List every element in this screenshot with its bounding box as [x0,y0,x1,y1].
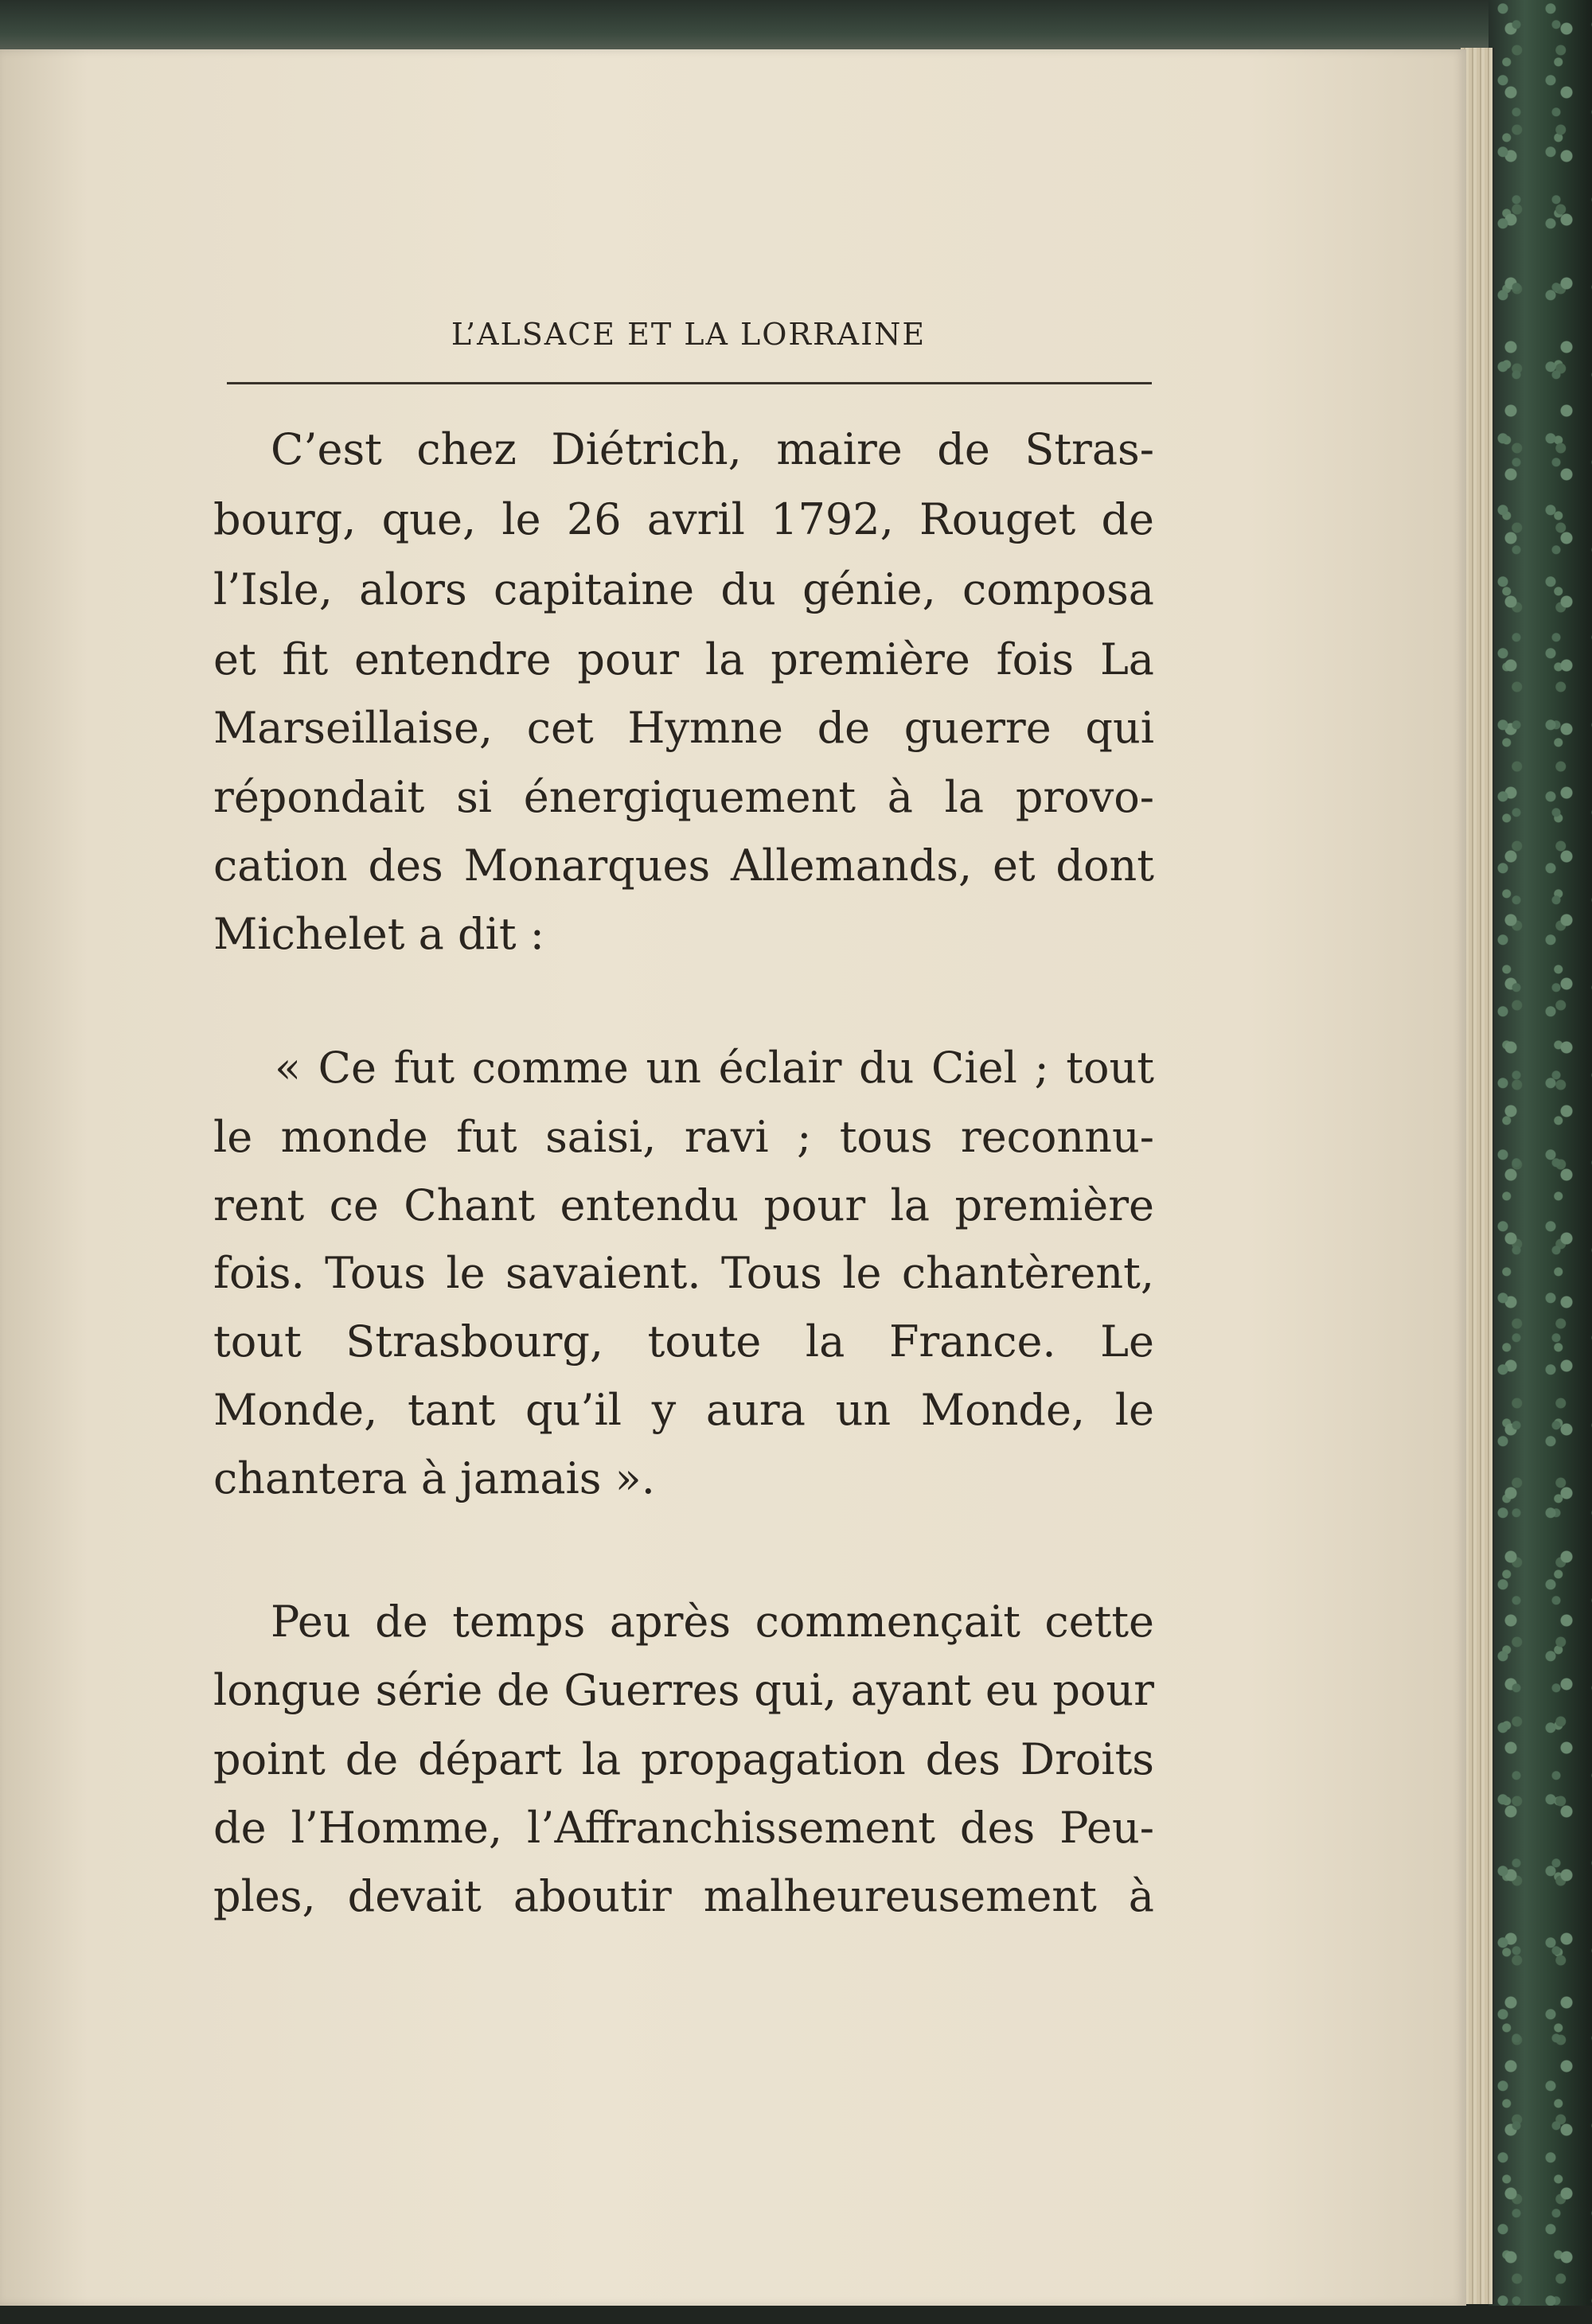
text-line: le monde fut saisi, ravi ; tous reconnu- [213,1112,1154,1162]
bottom-book-edge [0,2306,1592,2324]
text-line: Marseillaise, cet Hymne de guerre qui [213,703,1154,753]
text-line: Monde, tant qu’il y aura un Monde, le [213,1385,1154,1435]
text-line: de l’Homme, l’Affranchissement des Peu- [213,1803,1154,1853]
text-line: l’Isle, alors capitaine du génie, composa [213,564,1154,614]
header-rule [227,382,1152,384]
text-line: fois. Tous le savaient. Tous le chantèrent, [213,1248,1154,1298]
text-line: point de départ la propagation des Droits [213,1734,1154,1784]
text-line: chantera à jamais ». [213,1453,655,1503]
text-line: ples, devait aboutir malheureusement à [213,1871,1154,1921]
text-line: et fit entendre pour la première fois La [213,634,1154,684]
text-line: répondait si énergiquement à la provo- [213,772,1154,822]
text-line: longue série de Guerres qui, ayant eu pour [213,1665,1154,1715]
text-line: tout Strasbourg, toute la France. Le [213,1316,1154,1367]
text-line: « Ce fut comme un éclair du Ciel ; tout [275,1043,1154,1093]
page [0,49,1466,2306]
text-line: Peu de temps après commençait cette [271,1597,1154,1647]
marbled-cover [1489,0,1592,2324]
running-head: L’ALSACE ET LA LORRAINE [451,317,927,352]
text-line: Michelet a dit : [213,909,544,959]
text-line: bourg, que, le 26 avril 1792, Rouget de [213,494,1154,544]
text-line: C’est chez Diétrich, maire de Stras- [271,424,1154,474]
text-line: rent ce Chant entendu pour la première [213,1180,1154,1230]
text-line: cation des Monarques Allemands, et dont [213,840,1154,891]
top-book-edge [0,0,1592,56]
